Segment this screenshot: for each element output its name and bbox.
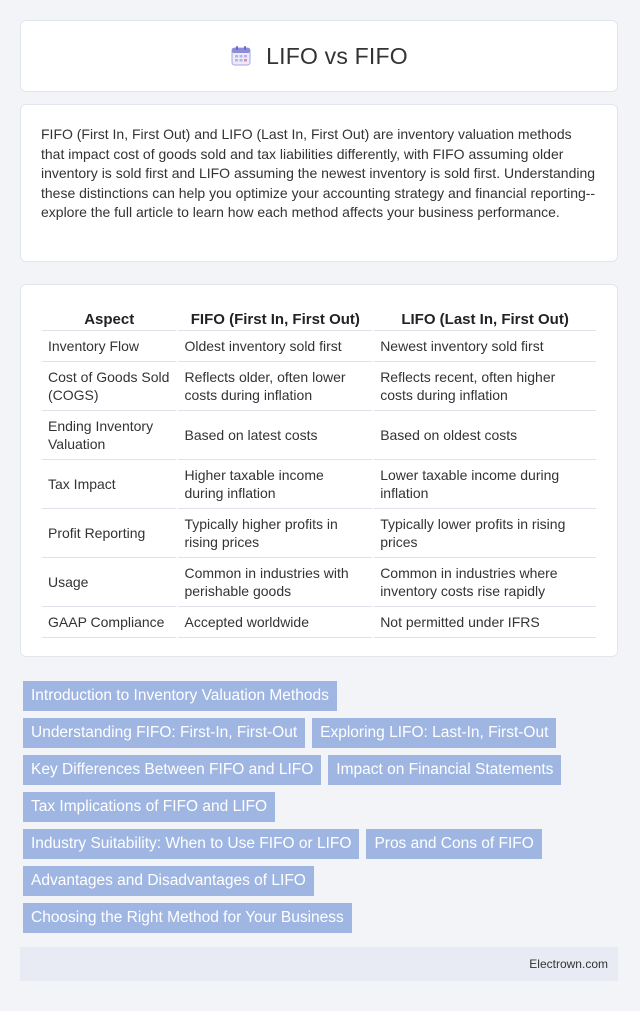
table-row bbox=[42, 411, 596, 460]
cell-aspect: Inventory Flow bbox=[42, 331, 176, 362]
tag-row bbox=[23, 903, 619, 933]
cell-aspect: Usage bbox=[42, 558, 176, 607]
topic-tag-tax-implications[interactable]: Tax Implications of FIFO and LIFO bbox=[23, 792, 275, 822]
cell-aspect: Ending Inventory Valuation bbox=[42, 411, 176, 460]
table-header-row bbox=[42, 305, 596, 331]
title-wrap bbox=[230, 43, 408, 70]
table-row bbox=[42, 607, 596, 638]
cell-lifo: Reflects recent, often higher costs during inflation bbox=[374, 362, 596, 411]
tag-row bbox=[23, 829, 619, 859]
topic-tag-exploring-lifo[interactable]: Exploring LIFO: Last-In, First-Out bbox=[312, 718, 556, 748]
topic-tag-financial-statements[interactable]: Impact on Financial Statements bbox=[328, 755, 561, 785]
cell-lifo: Based on oldest costs bbox=[374, 411, 596, 460]
tag-row bbox=[23, 792, 619, 822]
topic-tag-understanding-fifo[interactable]: Understanding FIFO: First-In, First-Out bbox=[23, 718, 305, 748]
related-topics bbox=[23, 681, 619, 940]
cell-fifo: Accepted worldwide bbox=[178, 607, 372, 638]
tag-row bbox=[23, 718, 619, 748]
topic-tag-industry-suitability[interactable]: Industry Suitability: When to Use FIFO or LIFO bbox=[23, 829, 359, 859]
intro-text: FIFO (First In, First Out) and LIFO (Last In, First Out) are inventory valuation methods that impact cost of goods sold and tax liabilities differently, with FIFO assuming older inventory is sold first and LIFO assuming the newest inventory is sold first. Understanding these distinctions can help you optimize your accounting strategy and financial reporting--explore the full article to learn how each method affects your business performance. bbox=[41, 126, 596, 221]
cell-lifo: Common in industries where inventory costs rise rapidly bbox=[374, 558, 596, 607]
table-row bbox=[42, 331, 596, 362]
table-row bbox=[42, 460, 596, 509]
cell-aspect: Cost of Goods Sold (COGS) bbox=[42, 362, 176, 411]
cell-aspect: Tax Impact bbox=[42, 460, 176, 509]
cell-aspect: GAAP Compliance bbox=[42, 607, 176, 638]
title-card bbox=[20, 20, 618, 92]
topic-tag-advantages-lifo[interactable]: Advantages and Disadvantages of LIFO bbox=[23, 866, 314, 896]
cell-lifo: Typically lower profits in rising prices bbox=[374, 509, 596, 558]
topic-tag-introduction[interactable]: Introduction to Inventory Valuation Methods bbox=[23, 681, 337, 711]
cell-fifo: Common in industries with perishable goods bbox=[178, 558, 372, 607]
cell-lifo: Newest inventory sold first bbox=[374, 331, 596, 362]
topic-tag-choosing-method[interactable]: Choosing the Right Method for Your Business bbox=[23, 903, 352, 933]
footer-brand[interactable]: Electrown.com bbox=[529, 957, 608, 971]
cell-fifo: Higher taxable income during inflation bbox=[178, 460, 372, 509]
cell-lifo: Not permitted under IFRS bbox=[374, 607, 596, 638]
table-row bbox=[42, 509, 596, 558]
footer bbox=[20, 947, 618, 981]
cell-fifo: Reflects older, often lower costs during inflation bbox=[178, 362, 372, 411]
cell-fifo: Oldest inventory sold first bbox=[178, 331, 372, 362]
page-title: LIFO vs FIFO bbox=[266, 42, 408, 69]
cell-lifo: Lower taxable income during inflation bbox=[374, 460, 596, 509]
topic-tag-pros-cons-fifo[interactable]: Pros and Cons of FIFO bbox=[366, 829, 541, 859]
table-row bbox=[42, 558, 596, 607]
cell-fifo: Based on latest costs bbox=[178, 411, 372, 460]
tag-row bbox=[23, 755, 619, 785]
table-row bbox=[42, 362, 596, 411]
cell-aspect: Profit Reporting bbox=[42, 509, 176, 558]
intro-card bbox=[20, 104, 618, 262]
cell-fifo: Typically higher profits in rising prices bbox=[178, 509, 372, 558]
header-fifo: FIFO (First In, First Out) bbox=[178, 305, 372, 331]
header-lifo: LIFO (Last In, First Out) bbox=[374, 305, 596, 331]
comparison-table bbox=[40, 305, 598, 638]
calendar-icon bbox=[230, 45, 252, 67]
comparison-table-card bbox=[20, 284, 618, 657]
header-aspect: Aspect bbox=[42, 305, 176, 331]
topic-tag-key-differences[interactable]: Key Differences Between FIFO and LIFO bbox=[23, 755, 321, 785]
tag-row bbox=[23, 681, 619, 711]
tag-row bbox=[23, 866, 619, 896]
